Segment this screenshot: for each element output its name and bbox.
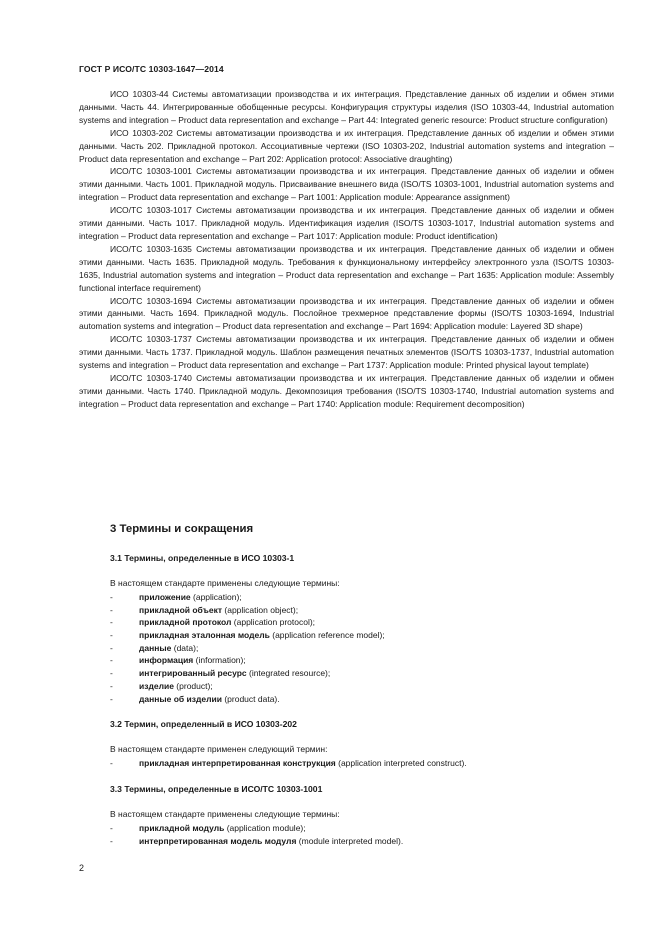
list-dash: - (110, 668, 113, 679)
term-translation: (application interpreted construct). (335, 758, 467, 768)
subsection-title-3-1: 3.1 Термины, определенные в ИСО 10303-1 (110, 553, 295, 563)
page-number: 2 (79, 863, 85, 873)
term-name: интегрированный ресурс (139, 668, 247, 679)
term-name: прикладная эталонная модель (139, 630, 270, 641)
term-translation: (application reference model); (269, 630, 385, 641)
list-dash: - (110, 604, 113, 615)
list-dash: - (110, 630, 113, 641)
term-translation: (application protocol); (231, 617, 316, 628)
list-dash: - (110, 758, 113, 768)
subsection-title-3-2: 3.2 Термин, определенный в ИСО 10303-202 (110, 719, 297, 729)
reference-paragraph: ИСО 10303-44 Системы автоматизации производства и их интеграция. Представление данных об изделии и обмен этими данными. Часть 44. Интегрированные обобщенные ресурсы. Конфигурация структуры изделия (ISO 10303-44, Industrial automation systems and integration – Product data representation and exchange – Part 44: Integrated generic resource: Product structure configuration) (79, 89, 614, 125)
reference-paragraph: ИСО/ТС 10303-1001 Системы автоматизации производства и их интеграция. Представление данных об изделии и обмен этими данными. Часть 1001. Прикладной модуль. Присваивание внешнего вида (ISO/TS 10303-1001, Industrial automation systems and integration – Product data representation and exchange – Part 1001: Application module: Appearance assignment) (79, 166, 614, 203)
reference-paragraph: ИСО/ТС 10303-1737 Системы автоматизации производства и их интеграция. Представление данных об изделии и обмен этими данными. Часть 1737. Прикладной модуль. Шаблон размещения печатных элементов (ISO/TS 10303-1737, Industrial automation systems and integration – Product data representation and exchange – Part 1737: Application module: Printed physical layout template) (79, 334, 614, 371)
list-dash: - (110, 680, 113, 691)
document-header: ГОСТ Р ИСО/ТС 10303-1647—2014 (79, 64, 224, 74)
term-name: изделие (139, 680, 174, 691)
list-dash: - (110, 823, 113, 833)
subsection-intro: В настоящем стандарте применены следующие термины: (110, 809, 340, 819)
normative-references (79, 88, 614, 411)
list-dash: - (110, 617, 113, 628)
term-translation: (integrated resource); (246, 668, 331, 679)
term-name: прикладной объект (139, 604, 223, 615)
reference-paragraph: ИСО/ТС 10303-1740 Системы автоматизации производства и их интеграция. Представление данных об изделии и обмен этими данными. Часть 1740. Прикладной модуль. Декомпозиция требования (ISO/TS 10303-1740, Industrial automation systems and integration – Product data representation and exchange – Part 1740: Application module: Requirement decomposition) (79, 372, 614, 409)
term-name: интерпретированная модель модуля (139, 835, 297, 846)
list-dash: - (110, 835, 113, 846)
reference-paragraph: ИСО/ТС 10303-1635 Системы автоматизации производства и их интеграция. Представление данных об изделии и обмен этими данными. Часть 1635. Прикладной модуль. Требования к функциональному интерфейсу электронного узла (ISO/TS 10303-1635, Industrial automation systems and integration – Product data representation and exchange – Part 1635: Application module: Assembly functional interface requirement) (79, 243, 614, 293)
term-translation: (information); (193, 655, 246, 666)
reference-paragraph: ИСО/ТС 10303-1017 Системы автоматизации производства и их интеграция. Представление данных об изделии и обмен этими данными. Часть 1017. Прикладной модуль. Идентификация изделия (ISO/TS 10303-1017, Industrial automation systems and integration – Product data representation and exchange – Part 1017: Application module: Product identification) (79, 205, 614, 241)
term-name: информация (139, 655, 194, 666)
term-translation: (data); (171, 642, 199, 653)
subsection-intro: В настоящем стандарте применен следующий термин: (110, 744, 328, 754)
term-translation: (application); (190, 592, 242, 602)
subsection-title-3-3: 3.3 Термины, определенные в ИСО/ТС 10303-1001 (110, 784, 323, 794)
term-translation: (product data). (221, 693, 280, 704)
reference-paragraph: ИСО 10303-202 Системы автоматизации производства и их интеграция. Представление данных об изделии и обмен этими данными. Часть 202. Прикладной протокол. Ассоциативные чертежи (ISO 10303-202, Industrial automation systems and integration – Product data representation and exchange – Part 202: Application protocol: Associative draughting) (79, 127, 614, 164)
term-name: приложение (139, 592, 191, 602)
term-name: данные (139, 642, 172, 653)
list-dash: - (110, 592, 113, 602)
term-translation: (module interpreted model). (296, 835, 404, 846)
list-dash: - (110, 655, 113, 666)
reference-paragraph: ИСО/ТС 10303-1694 Системы автоматизации производства и их интеграция. Представление данных об изделии и обмен этими данными. Часть 1694. Прикладной модуль. Послойное трехмерное представление формы (ISO/TS 10303-1694, Industrial automation systems and integration – Product data representation and exchange – Part 1694: Application module: Layered 3D shape) (79, 295, 614, 332)
term-translation: (product); (173, 680, 213, 691)
subsection-intro: В настоящем стандарте применены следующие термины: (110, 578, 340, 588)
term-name: прикладной модуль (139, 823, 225, 833)
term-translation: (application module); (224, 823, 306, 833)
term-translation: (application object); (222, 604, 299, 615)
list-dash: - (110, 642, 113, 653)
term-name: прикладная интерпретированная конструкция (139, 758, 336, 768)
section-title: 3 Термины и сокращения (110, 523, 254, 535)
term-name: прикладной протокол (139, 617, 232, 628)
list-dash: - (110, 693, 113, 704)
term-name: данные об изделии (139, 693, 222, 704)
